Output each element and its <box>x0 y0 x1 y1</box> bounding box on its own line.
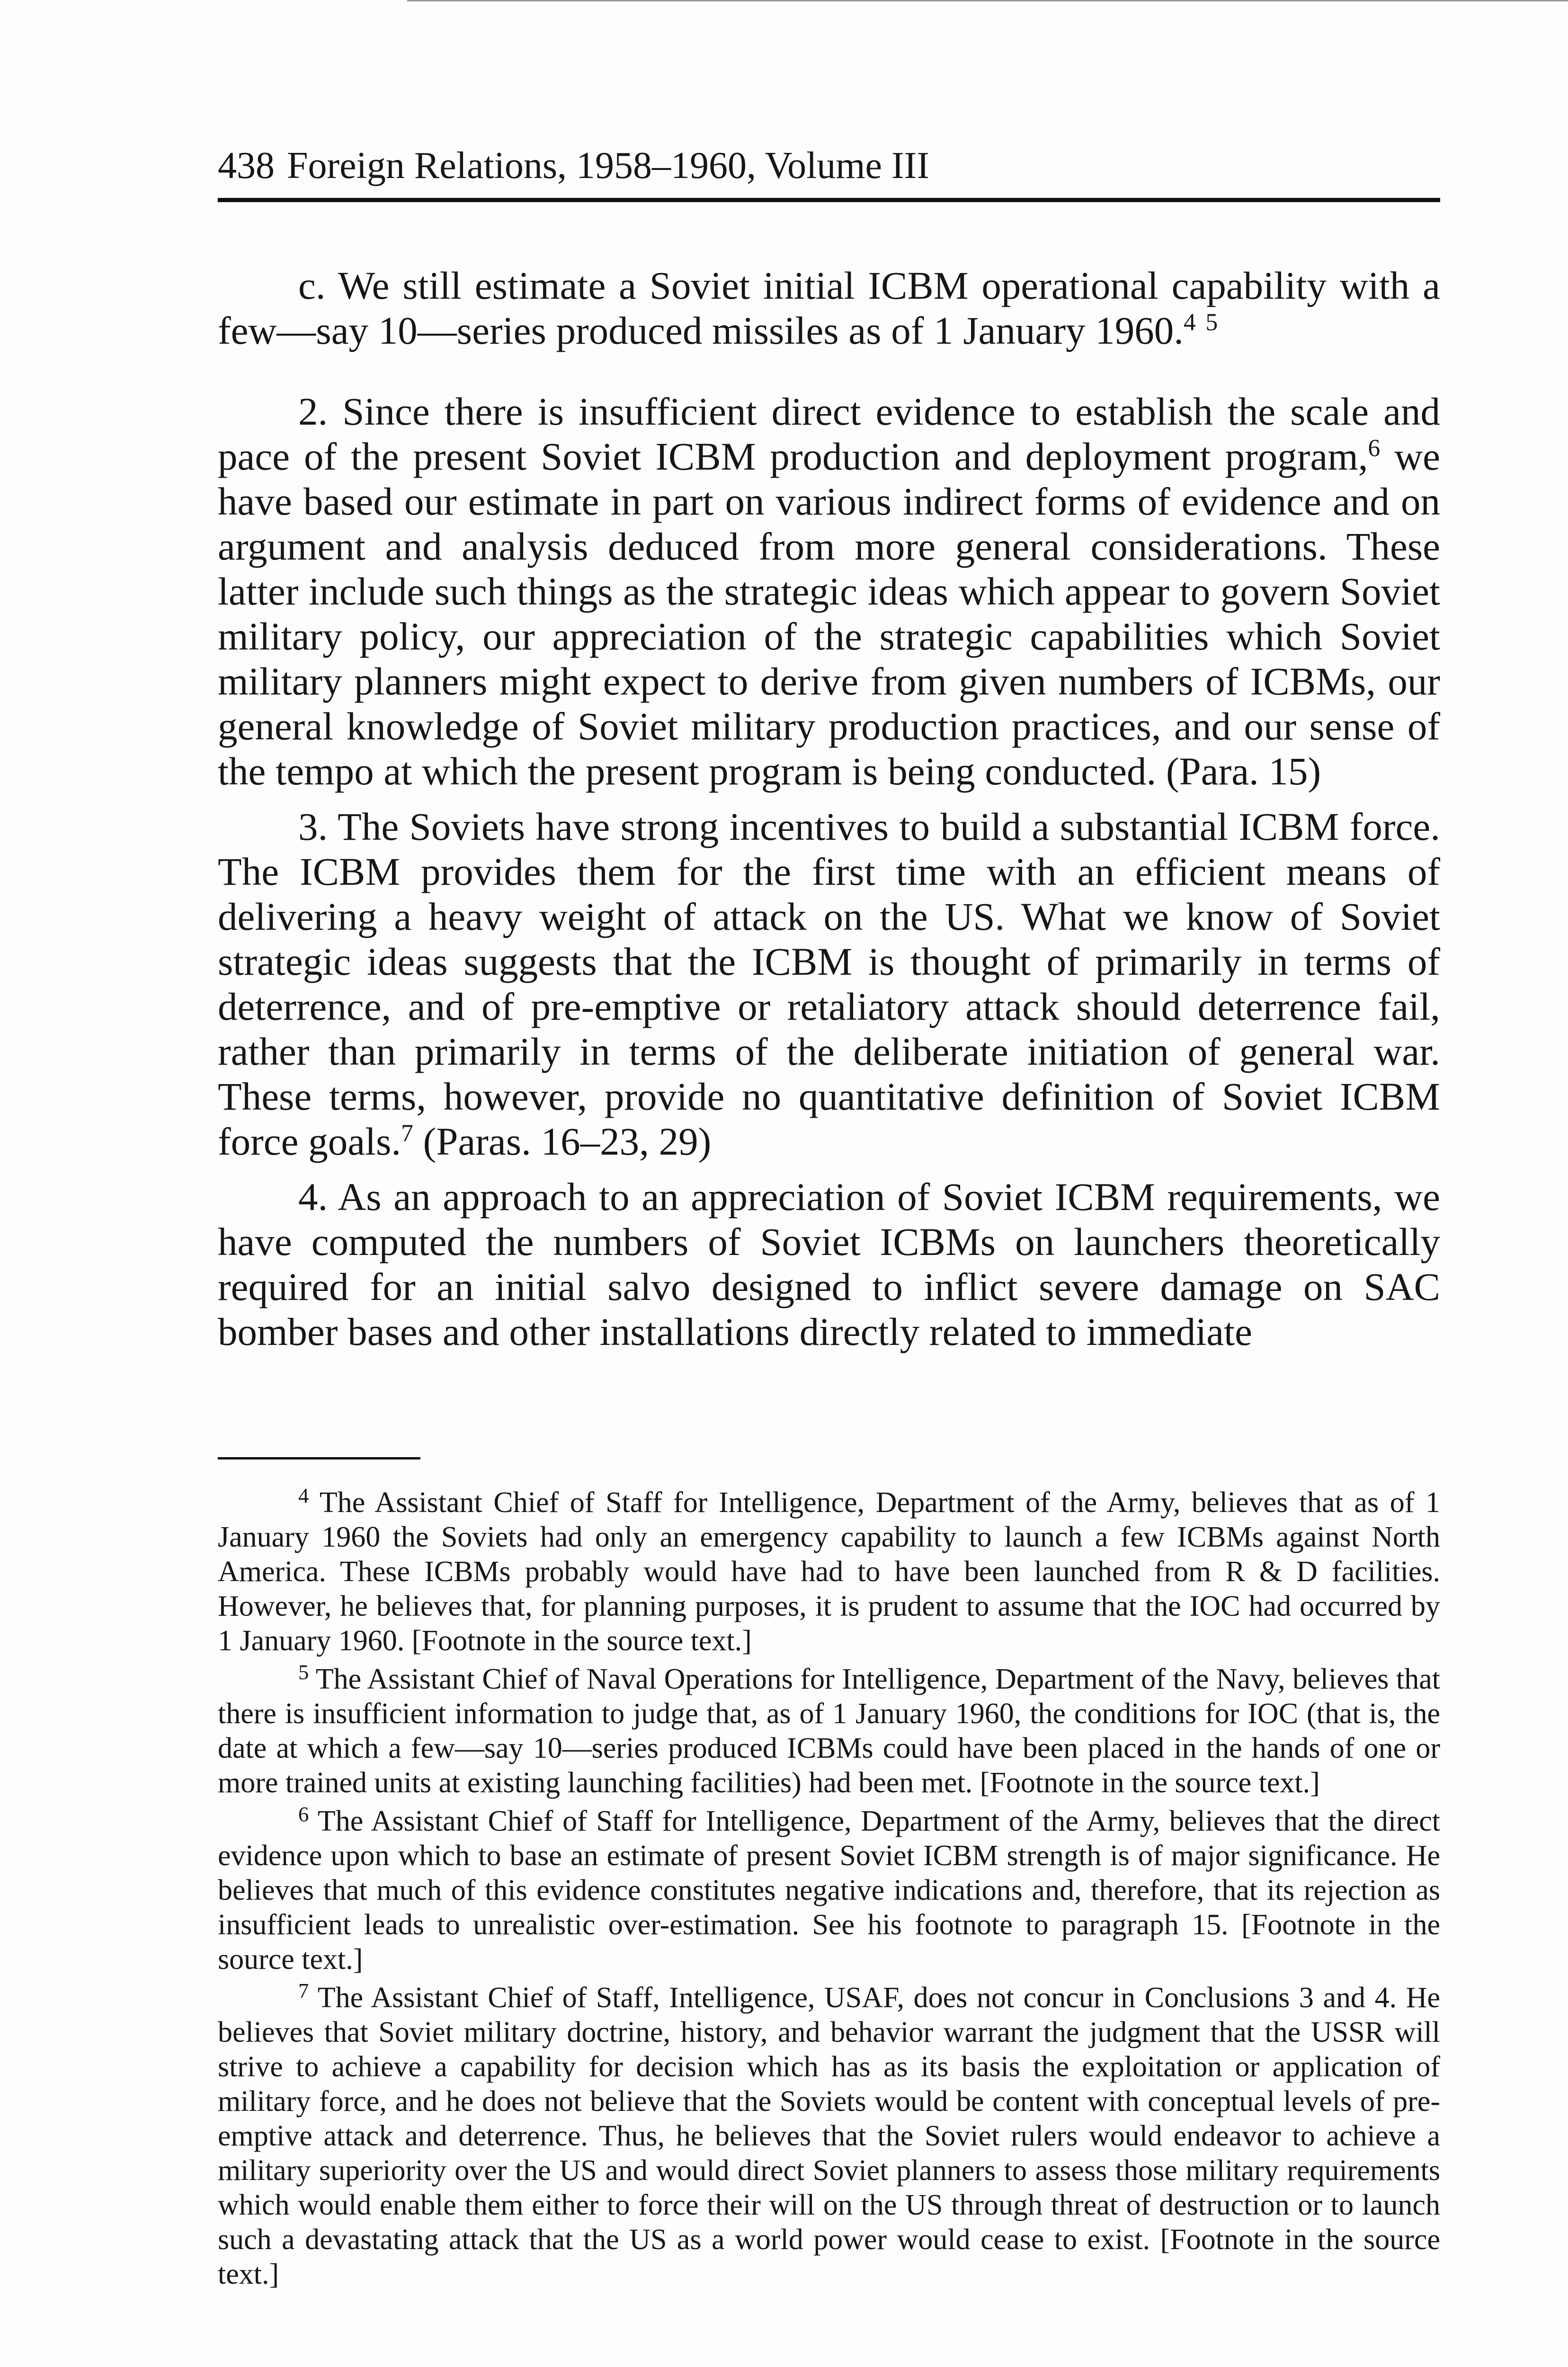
paragraph-3 <box>218 804 1440 1164</box>
footnote-6 <box>218 1804 1440 1977</box>
paragraph-4-text: 4. As an approach to an appreciation of Soviet ICBM requirements, we have computed the numbers of Soviet ICBMs on launchers theoretically required for an initial salvo designed to inflict severe damage on SAC bomber bases and other installations directly related to immediate <box>218 1175 1440 1353</box>
page-number: 438 <box>218 145 275 187</box>
footnote-7 <box>218 1978 1440 2292</box>
paragraph-c <box>218 263 1440 353</box>
footnote-number: 4 <box>298 1483 309 1507</box>
paragraph-3-text-b: (Paras. 16–23, 29) <box>413 1120 712 1163</box>
footnote-ref-4[interactable]: 4 <box>1183 309 1196 336</box>
footnote-ref-5[interactable]: 5 <box>1205 309 1218 336</box>
footnote-4 <box>218 1483 1440 1658</box>
paragraph-4 <box>218 1175 1440 1354</box>
header-rule <box>218 198 1440 202</box>
footnote-5 <box>218 1662 1440 1800</box>
footnote-number: 6 <box>298 1802 309 1826</box>
footnote-text: The Assistant Chief of Staff, Intelligence, USAF, does not concur in Conclusions 3 and 4. He believes that Soviet military doctrine, history, and behavior warrant the judgment that the USSR will strive to achieve a capability for decision which has as its basis the exploitation or application of military force, and he does not believe that the Soviets would be content with conceptual levels of pre-emptive attack and deterrence. Thus, he believes that the Soviet rulers would endeavor to achieve a military superiority over the US and would direct Soviet planners to assess those military requirements which would enable them either to force their will on the US through threat of destruction or to launch such a devastating attack that the US as a world power would cease to exist. [Footnote in the source text.] <box>218 1982 1440 2290</box>
footnote-number: 7 <box>298 1978 309 2002</box>
footnote-text: The Assistant Chief of Staff for Intelligence, Department of the Army, believes that the direct evidence upon which to base an estimate of present Soviet ICBM strength is of major significance. He believes that much of this evidence constitutes negative indications and, therefore, that its rejection as insufficient leads to unrealistic over-estimation. See his footnote to paragraph 15. [Footnote in the source text.] <box>218 1805 1440 1975</box>
book-title: Foreign Relations, 1958–1960, Volume III <box>287 145 929 187</box>
paragraph-c-text: c. We still estimate a Soviet initial ICBM operational capability with a few—say 10—series produced missiles as of 1 January 1960. <box>218 264 1440 352</box>
footnote-ref-7[interactable]: 7 <box>401 1120 413 1147</box>
paragraph-2 <box>218 389 1440 794</box>
footnote-separator <box>218 1457 420 1459</box>
footnote-text: The Assistant Chief of Naval Operations for Intelligence, Department of the Navy, believes that there is insufficient information to judge that, as of 1 January 1960, the conditions for IOC (that is, the date at which a few—say 10—series produced ICBMs could have been placed in the hands of one or more trained units at existing launching facilities) had been met. [Footnote in the source text.] <box>218 1663 1440 1799</box>
footnotes <box>218 1483 1440 2296</box>
paragraph-2-text-a: 2. Since there is insufficient direct evidence to establish the scale and pace of the present Soviet ICBM production and deployment program, <box>218 390 1440 478</box>
paragraph-3-text-a: 3. The Soviets have strong incentives to build a substantial ICBM force. The ICBM provides them for the first time with an efficient means of delivering a heavy weight of attack on the US. What we know of Soviet strategic ideas suggests that the ICBM is thought of primarily in terms of deterrence, and of pre-emptive or retaliatory attack should deterrence fail, rather than primarily in terms of the deliberate initiation of general war. These terms, however, provide no quantitative definition of Soviet ICBM force goals. <box>218 805 1440 1163</box>
running-head <box>218 142 929 189</box>
scan-edge-line <box>407 0 1568 1</box>
main-text <box>218 263 1440 1365</box>
paragraph-2-text-b: we have based our estimate in part on various indirect forms of evidence and on argument and analysis deduced from more general considerations. These latter include such things as the strategic ideas which appear to govern Soviet military policy, our appreciation of the strategic capabilities which Soviet military planners might expect to derive from given numbers of ICBMs, our general knowledge of Soviet military production practices, and our sense of the tempo at which the present program is being conducted. (Para. 15) <box>218 435 1441 793</box>
footnote-number: 5 <box>298 1660 309 1684</box>
footnote-ref-6[interactable]: 6 <box>1368 435 1381 462</box>
footnote-text: The Assistant Chief of Staff for Intelligence, Department of the Army, believes that as of 1 January 1960 the Soviets had only an emergency capability to launch a few ICBMs against North America. These ICBMs probably would have had to have been launched from R & D facilities. However, he believes that, for planning purposes, it is prudent to assume that the IOC had occurred by 1 January 1960. [Footnote in the source text.] <box>218 1486 1440 1657</box>
